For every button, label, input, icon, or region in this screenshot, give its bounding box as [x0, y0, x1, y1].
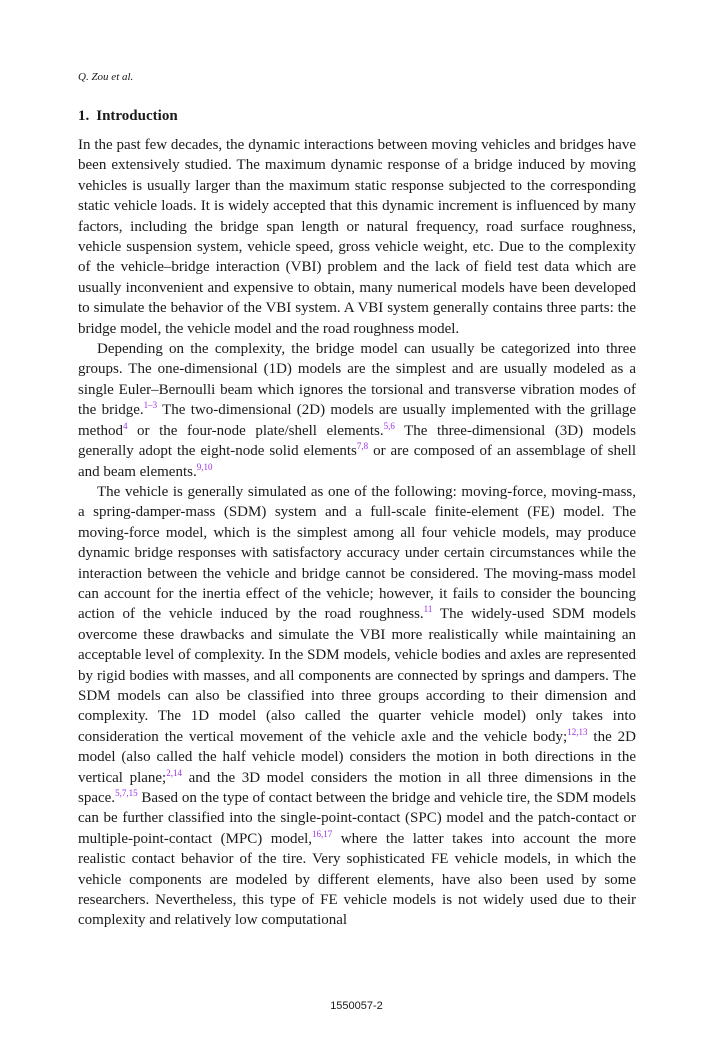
- text-run: The three-dimensional (3D) models generally adopt the eight-node solid elements: [78, 422, 637, 460]
- section-number: 1.: [78, 108, 90, 124]
- section-title: Introduction: [96, 108, 178, 124]
- paragraph: [78, 482, 636, 931]
- citation-ref[interactable]: 5,7,15: [115, 788, 138, 798]
- text-run: or are composed of an assemblage of shell and beam elements.: [78, 443, 636, 480]
- paragraph: [78, 339, 636, 482]
- text-run: The vehicle is generally simulated as one of the following: moving-force, moving-mass, a spring-damper-mass (SDM) system and a full-scale finite-element (FE) model. The moving-force model, which is the simplest among all four vehicle models, may produce dynamic bridge responses with satisfactory accuracy under certain circumstances while the interaction between the vehicle and bridge cannot be considered. The moving-mass model can account for the inertia effect of the vehicle; however, it fails to consider the bouncing action of the vehicle induced by the road roughness.: [78, 483, 636, 623]
- text-run: In the past few decades, the dynamic interactions between moving vehicles and bridges have been extensively studied. The maximum dynamic response of a bridge induced by moving vehicles is usually larger than the maximum static response subjected to the corresponding static vehicle loads. It is widely accepted that this dynamic increment is influenced by many factors, including the bridge span length or natural frequency, road surface roughness, vehicle suspension system, vehicle speed, gross vehicle weight, etc. Due to the complexity of the vehicle–bridge interaction (VBI) problem and the lack of field test data which are usually inconvenient and expensive to obtain, many numerical models have been developed to simulate the behavior of the VBI system. A VBI system generally contains three parts: the bridge model, the vehicle model and the road roughness model.: [78, 137, 636, 337]
- paragraph: [78, 135, 636, 339]
- section-heading: [78, 108, 178, 125]
- text-run: the 2D model (also called the half vehicle model) considers the motion in both directions in the vertical plane;: [78, 728, 636, 786]
- text-run: and the 3D model considers the motion in all three dimensions in the space.: [78, 769, 636, 806]
- citation-ref[interactable]: 7,8: [356, 441, 369, 452]
- citation-ref[interactable]: 1–3: [143, 400, 158, 411]
- page-number: 1550057-2: [330, 1000, 383, 1012]
- citation-ref[interactable]: 16,17: [312, 828, 333, 839]
- text-run: Depending on the complexity, the bridge model can usually be categorized into three groups. The one-dimensional (1D) models are the simplest and are usually modeled as a single Euler–Bernoulli beam which ignores the torsional and transverse vibration modes of the bridge.: [78, 341, 636, 419]
- text-run: or the four-node plate/shell elements.: [127, 422, 384, 439]
- citation-ref[interactable]: 12,13: [567, 726, 588, 737]
- citation-ref[interactable]: 4: [123, 420, 128, 431]
- text-run: The two-dimensional (2D) models are usually implemented with the grillage method: [78, 402, 636, 439]
- citation-ref[interactable]: 2,14: [166, 767, 182, 778]
- text-run: where the latter takes into account the more realistic contact behavior of the tire. Very sophisticated FE vehicle models, in which the vehicle components are modeled by different elements, have also been used by some researchers. Nevertheless, this type of FE vehicle models is not widely used due to their complexity and relatively low computational: [78, 830, 636, 929]
- text-run: The widely-used SDM models overcome these drawbacks and simulate the VBI more realistically while maintaining an acceptable level of complexity. In the SDM models, vehicle bodies and axles are represented by rigid bodies with masses, and all components are connected by springs and dampers. The SDM models can also be classified into three groups according to their dimension and complexity. The 1D model (also called the quarter vehicle model) only takes into consideration the vertical movement of the vehicle axle and the vehicle body;: [78, 606, 636, 745]
- body-text: [78, 135, 636, 931]
- text-run: Based on the type of contact between the bridge and vehicle tire, the SDM models can be further classified into the single-point-contact (SPC) model and the patch-contact or multiple-point-contact (MPC) model,: [78, 790, 636, 847]
- running-head: Q. Zou et al.: [78, 71, 134, 83]
- citation-ref[interactable]: 5,6: [383, 420, 395, 431]
- citation-ref[interactable]: 11: [423, 604, 433, 615]
- citation-ref[interactable]: 9,10: [196, 461, 213, 472]
